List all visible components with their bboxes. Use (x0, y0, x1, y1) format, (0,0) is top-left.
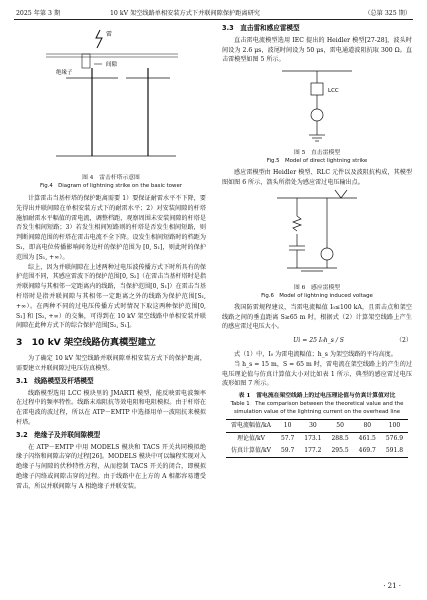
equation-2 (222, 336, 412, 346)
right-column (222, 24, 412, 458)
tower-diagram (36, 24, 186, 174)
header-total-issue: （总第 325 期） (364, 10, 411, 17)
table-cell: 理论值/kV (236, 434, 265, 442)
section-3-2-title: 3.2 绝缘子及并联间隙模型 (16, 430, 101, 439)
paragraph: 我国防雷规程建议，当雷电流幅值 I₀≤100 kA，且雷击点和架空线路之间的垂直距离 S≥65 m 时，根据式（2）计算架空线路上产生的感应雷过电压大小。 (222, 303, 412, 331)
lcc-block (311, 83, 323, 95)
table-header-cell: 10 (276, 420, 299, 433)
table-cell: 173.1 (304, 434, 322, 442)
section-3-title: 3 10 kV 架空线路仿真模型建立 (16, 337, 156, 349)
header-issue: 2025 年第 3 期 (16, 10, 61, 17)
table-1-caption-cn: 表 1 雷电流在架空线路上的过电压理论值与仿真计算值对比 (238, 393, 396, 400)
table-cell: 295.5 (326, 445, 353, 457)
current-source-icon (311, 109, 323, 121)
table-header-cell: 50 (326, 420, 353, 433)
induced-voltage-circuit (257, 188, 377, 284)
insulator-shape (82, 54, 90, 68)
table-row (226, 445, 408, 457)
table-header-cell: 30 (299, 420, 326, 433)
table-cell: 177.2 (299, 445, 326, 457)
lightning-bolt-icon (96, 30, 102, 48)
heidler-source-icon (321, 248, 333, 260)
figure-6 (257, 188, 377, 284)
output-arrow-icon (335, 190, 347, 198)
gap-label: 间隙 (106, 62, 118, 68)
section-3-3-title: 3.3 直击雷和感应雷模型 (222, 24, 300, 32)
table-cell: 288.5 (331, 434, 349, 442)
paragraph: 综上，因为并联间隙在上述两种过电压波传播方式下时所具有的保护范围不同，其感应雷波下的保护范围[0, S₂]（在雷击当基杆塔时是指并联间隙与其相邻一定距离内的线路，当保护范围[0, S₁]）在雷击当基杆塔时是指并联间隙与其相邻一定距离之外的线路为保护范围[S₁, +∞）。在两种不同的过电压传播方式时情况下取这两种保护范围[0, S₁] 和 [S₂, +∞）的交集，可得到在 10 kV 架空线路中单相安装并联间隙在此种方式下的综合保护范围[S₂, S₁]。 (16, 263, 206, 330)
table-cell: 59.7 (276, 445, 299, 457)
resistor-icon (293, 216, 301, 231)
paragraph: 在 ATP－EMTP 中用 MODELS 模块和 TACS 开关共同模拟绝缘子闪络和间隙击穿的过程[26]。MODELS 模块中可以编程实现对入绝缘子与间隙的伏秒特性方程，从而控制 TACS 开关的闭合，即模拟绝缘子闪络或间隙击穿的过程。由于线路中在上方的 A 相都容易遭受雷击，所以并联间隙与 A 相绝缘子并联安装。 (16, 443, 206, 490)
equation-number: （2） (395, 337, 412, 345)
left-column (16, 24, 206, 492)
table-header-cell: 雷电流幅值/kA (226, 420, 276, 433)
figure-4-caption-en: Fig.4 Diagram of lightning strike on the basic tower (40, 183, 182, 189)
figure-5 (262, 65, 372, 149)
paragraph: 计算雷击当基杆塔的保护距离需要 1）要保证耐雷水平不下降，要先得出并联间隙在单相安装方式下的耐雷水平；2）对安装间隙的杆塔施加耐雷水平幅值的雷电流，调整档距，观察周围未安装间隙的杆塔是否发生相间短路；3）若发生相间短路则的杆塔是否发生相间短路，则判断间隙范围的杆塔在雷击电流不全下降。设发生相间短路时的档距为 S₁，即高电位传播影响间务边杆的保护范围为 [0, S₁]，则此时的保护范围为 [S₁, +∞）。 (16, 195, 206, 261)
paragraph: 直击雷电流模型选用 IEC 提出的 Heidler 模型[27-28]，波头时间设为 2.6 μs，波尾时间设为 50 μs，雷电通道波阻抗取 300 Ω。直击雷模型如图 5 所示。 (222, 36, 412, 64)
paragraph: 式（1）中，I₀ 为雷电流幅值；h_s 为架空线路的平均高度。 (234, 350, 397, 358)
table-row (226, 432, 408, 444)
insulator-label: 绝缘子 (56, 70, 73, 76)
paragraph: 为了确定 10 kV 架空线路并联间隙单相安装方式下的保护距离，需要建立并联间隙过电压仿真模型。 (16, 355, 206, 372)
table-header-row (226, 420, 408, 433)
figure-4 (36, 24, 186, 174)
figure-6-caption-en: Fig.6 Model of lightning induced voltage (261, 292, 373, 299)
formula: Ui = 25 I₀h_s / S (293, 337, 344, 345)
header-rule (14, 19, 413, 20)
figure-6-caption-cn: 图 6 感应雷模型 (293, 284, 341, 291)
page-number: · 21 · (383, 582, 401, 590)
header-title: 10 kV 架空线路单相安装方式下并联间隙保护距离研究 (110, 10, 260, 17)
figure-5-caption-cn: 图 5 直击雷模型 (293, 150, 341, 157)
table-cell: 461.5 (358, 434, 376, 442)
direct-lightning-circuit (262, 65, 372, 149)
table-cell: 469.7 (354, 445, 381, 457)
paragraph: 感应雷模型由 Heidler 模型、RLC 元件以及波阻抗构成，其模型图如图 6 所示，箭头所指处为感应雷过电压输出点。 (222, 169, 412, 186)
table-1-caption-en: Table 1 The comparison between the theoretical value and the simulation value of the lightning current on the overhead line (230, 401, 404, 416)
lcc-label: LCC (328, 88, 339, 95)
table-cell: 591.8 (381, 445, 408, 457)
table-header-cell: 100 (381, 420, 408, 433)
table-cell: 576.9 (385, 434, 404, 442)
figure-5-caption-en: Fig.5 Model of direct lightning strike (266, 158, 368, 165)
table-cell: 仿真计算值/kV (226, 445, 276, 457)
table-header-cell: 80 (354, 420, 381, 433)
figure-4-caption-cn: 图 4 雷击杆塔示意图 (82, 175, 140, 181)
paragraph: 当 h_s = 15 m，S = 65 m 时，雷电流在架空线路上的产生的过电压理论值与仿真计算值大小对比如表 1 所示，典型的感应雷过电压波形如图 7 所示。 (222, 360, 412, 388)
table-cell: 57.7 (280, 434, 295, 442)
section-3-1-title: 3.1 线路模型及杆塔模型 (16, 376, 94, 385)
paragraph: 线路模型选用 LCC 模块里的 JMARTI 模型，能反映雷电波频率在过程中的频率特性。线路末端阻抗等效电阻和电阻模拟。由于杆塔在在雷电波的波过程，所以在 ATP－EMTP 中选择用单一波阻抗来模拟杆塔。 (16, 389, 206, 426)
table-1 (226, 419, 408, 457)
lightning-label: 雷 (106, 31, 113, 38)
